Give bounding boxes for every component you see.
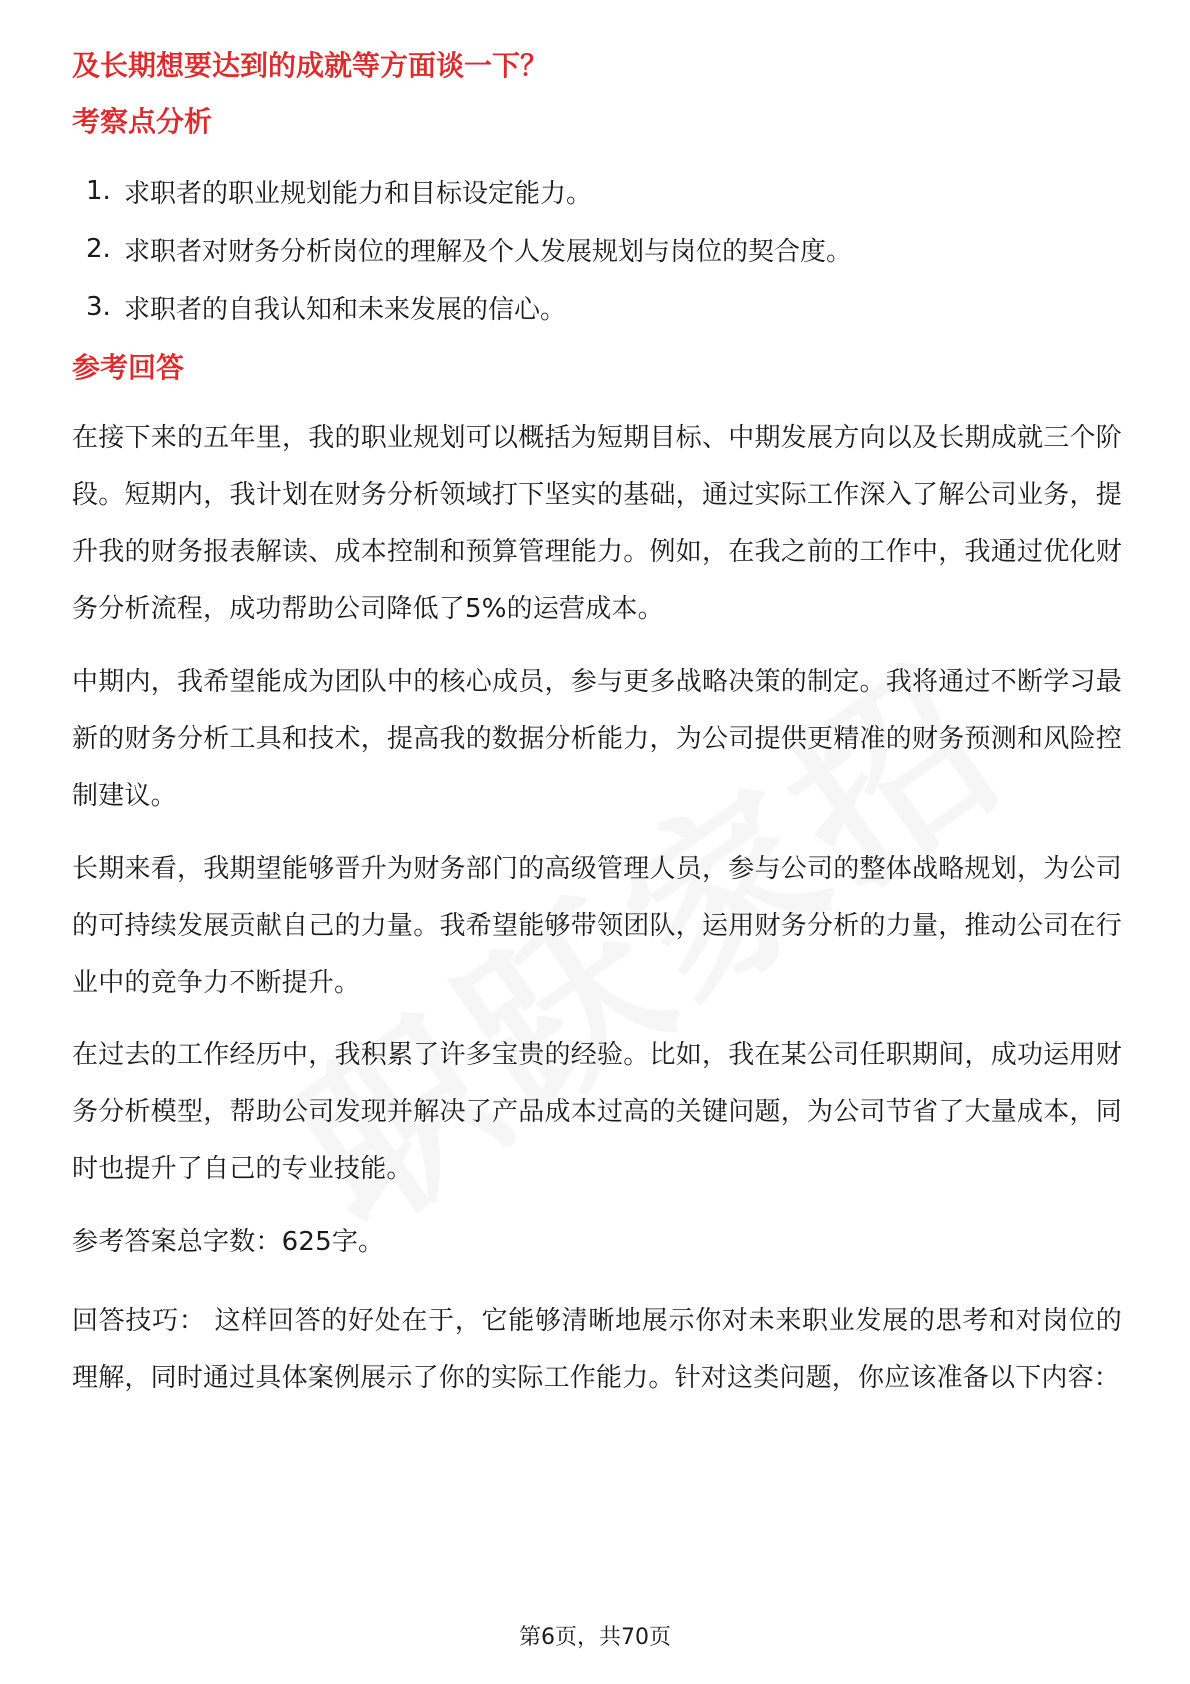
list-item [86,162,852,220]
question-tail-heading: 及长期想要达到的成就等方面谈一下？ [72,49,549,82]
list-item-text: 求职者的自我认知和未来发展的信心。 [124,294,567,325]
answer-heading: 参考回答 [72,351,185,384]
list-item-text: 求职者的职业规划能力和目标设定能力。 [124,178,593,209]
page-number: 第6页，共70页 [519,1625,671,1650]
list-item-number: 2. [86,234,111,264]
list-item-text: 求职者对财务分析岗位的理解及个人发展规划与岗位的契合度。 [124,236,853,267]
list-item [86,220,852,278]
word-count: 参考答案总字数：625字。 [72,1227,385,1257]
answer-paragraph-4: 在过去的工作经历中，我积累了许多宝贵的经验。比如，我在某公司任职期间，成功运用财务分析模型，帮助公司发现并解决了产品成本过高的关键问题，为公司节省了大量成本，同时也提升了自己的专业技能。 [72,1040,1122,1184]
list-item-number: 3. [86,292,111,322]
analysis-heading: 考察点分析 [72,105,213,138]
analysis-list [86,162,852,336]
list-item-number: 1. [86,176,111,206]
answer-paragraph-2: 中期内，我希望能成为团队中的核心成员，参与更多战略决策的制定。我将通过不断学习最新的财务分析工具和技术，提高我的数据分析能力，为公司提供更精准的财务预测和风险控制建议。 [72,667,1122,811]
answer-paragraph-3: 长期来看，我期望能够晋升为财务部门的高级管理人员，参与公司的整体战略规划，为公司的可持续发展贡献自己的力量。我希望能够带领团队，运用财务分析的力量，推动公司在行业中的竞争力不断提升。 [72,854,1122,998]
answer-tips: 回答技巧： 这样回答的好处在于，它能够清晰地展示你对未来职业发展的思考和对岗位的理解，同时通过具体案例展示了你的实际工作能力。针对这类问题，你应该准备以下内容： [72,1306,1123,1393]
list-item [86,278,852,336]
answer-paragraph-1: 在接下来的五年里，我的职业规划可以概括为短期目标、中期发展方向以及长期成就三个阶段。短期内，我计划在财务分析领域打下坚实的基础，通过实际工作深入了解公司业务，提升我的财务报表解读、成本控制和预算管理能力。例如，在我之前的工作中，我通过优化财务分析流程，成功帮助公司降低了5%的运营成本。 [72,423,1122,624]
